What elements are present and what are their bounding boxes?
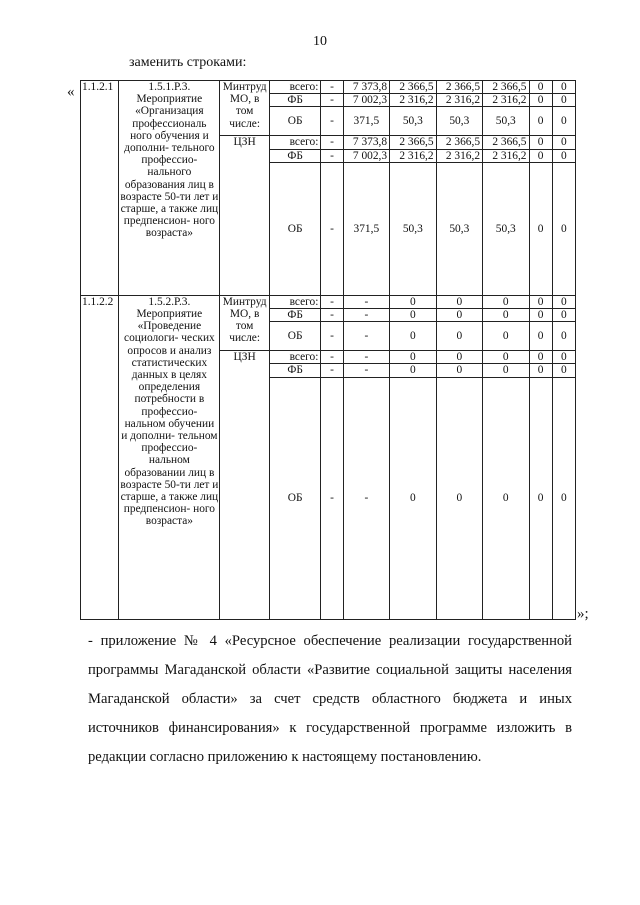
value-cell: 0	[483, 309, 529, 322]
source-cell: всего:	[269, 81, 321, 94]
value-cell: 0	[436, 322, 482, 351]
value-cell: -	[321, 94, 343, 107]
value-cell: -	[321, 136, 343, 149]
value-cell: 0	[483, 322, 529, 351]
value-cell: 0	[436, 377, 482, 619]
value-cell: 2 316,2	[436, 94, 482, 107]
source-cell: всего:	[269, 295, 321, 308]
value-cell: 2 316,2	[436, 149, 482, 162]
value-cell: 2 316,2	[483, 149, 529, 162]
value-cell: 0	[390, 364, 436, 377]
value-cell: 0	[483, 377, 529, 619]
value-cell: 50,3	[483, 162, 529, 295]
value-cell: 0	[529, 364, 552, 377]
activity-name: 1.5.2.Р.3. Мероприятие «Проведение социологи- ческих опросов и анализ статистических данных в целях определения потребности в профессио- нальном обучении и дополни- тельном профессио- нальном образовании лиц в возрасте 50-ти лет и старше, а также лиц предпенсион- ного возраста»	[119, 295, 220, 619]
value-cell: 0	[552, 377, 575, 619]
value-cell: 50,3	[436, 162, 482, 295]
value-cell: 50,3	[390, 162, 436, 295]
row-id: 1.1.2.1	[81, 81, 119, 296]
value-cell: 0	[390, 322, 436, 351]
value-cell: 0	[436, 309, 482, 322]
table-row	[81, 81, 576, 94]
value-cell: 0	[529, 162, 552, 295]
value-cell: 7 002,3	[343, 149, 389, 162]
source-cell: всего:	[269, 351, 321, 364]
value-cell: 0	[529, 149, 552, 162]
source-cell: ФБ	[269, 149, 321, 162]
value-cell: -	[321, 364, 343, 377]
quote-close: »;	[577, 606, 589, 622]
value-cell: 0	[390, 309, 436, 322]
value-cell: 0	[529, 377, 552, 619]
value-cell: 0	[552, 94, 575, 107]
value-cell: 0	[552, 149, 575, 162]
source-cell: ФБ	[269, 364, 321, 377]
value-cell: 2 316,2	[390, 149, 436, 162]
value-cell: 0	[436, 364, 482, 377]
value-cell: -	[321, 351, 343, 364]
value-cell: 0	[390, 351, 436, 364]
value-cell: 2 366,5	[390, 81, 436, 94]
value-cell: 0	[552, 322, 575, 351]
value-cell: 50,3	[483, 107, 529, 136]
value-cell: 0	[552, 309, 575, 322]
value-cell: 2 366,5	[436, 81, 482, 94]
value-cell: 2 366,5	[436, 136, 482, 149]
value-cell: 0	[552, 107, 575, 136]
value-cell: -	[343, 364, 389, 377]
intro-text: заменить строками:	[129, 55, 247, 70]
value-cell: -	[321, 322, 343, 351]
value-cell: 371,5	[343, 162, 389, 295]
value-cell: 0	[529, 94, 552, 107]
value-cell: 7 373,8	[343, 81, 389, 94]
resource-table	[80, 80, 576, 620]
value-cell: 50,3	[436, 107, 482, 136]
value-cell: 0	[529, 351, 552, 364]
value-cell: 0	[552, 162, 575, 295]
activity-name: 1.5.1.Р.3. Мероприятие «Организация профессиональ ного обучения и дополни- тельного профессио- нального образования лиц в возрасте 50-ти лет и старше, а также лиц предпенсион- ного возраста»	[119, 81, 220, 296]
value-cell: 0	[390, 377, 436, 619]
value-cell: -	[321, 107, 343, 136]
source-cell: ОБ	[269, 377, 321, 619]
value-cell: 2 316,2	[390, 94, 436, 107]
source-cell: ОБ	[269, 107, 321, 136]
value-cell: -	[321, 377, 343, 619]
value-cell: 0	[483, 351, 529, 364]
page-number: 10	[313, 34, 327, 49]
value-cell: 0	[529, 309, 552, 322]
value-cell: 50,3	[390, 107, 436, 136]
value-cell: -	[343, 322, 389, 351]
source-cell: ФБ	[269, 94, 321, 107]
value-cell: -	[343, 377, 389, 619]
value-cell: -	[343, 295, 389, 308]
value-cell: 0	[483, 295, 529, 308]
value-cell: 371,5	[343, 107, 389, 136]
row-id: 1.1.2.2	[81, 295, 119, 619]
value-cell: -	[343, 351, 389, 364]
value-cell: 0	[529, 81, 552, 94]
value-cell: 7 373,8	[343, 136, 389, 149]
quote-open: «	[67, 84, 75, 100]
value-cell: 0	[552, 81, 575, 94]
value-cell: 0	[552, 351, 575, 364]
value-cell: 0	[529, 136, 552, 149]
source-cell: всего:	[269, 136, 321, 149]
value-cell: -	[321, 309, 343, 322]
value-cell: -	[321, 162, 343, 295]
value-cell: 2 316,2	[483, 94, 529, 107]
table-row	[81, 295, 576, 308]
executor-main: Минтруд МО, в том числе:	[220, 81, 270, 136]
source-cell: ОБ	[269, 322, 321, 351]
value-cell: 0	[436, 295, 482, 308]
value-cell: 2 366,5	[390, 136, 436, 149]
value-cell: 2 366,5	[483, 136, 529, 149]
value-cell: -	[321, 149, 343, 162]
executor-main: Минтруд МО, в том числе:	[220, 295, 270, 350]
value-cell: 7 002,3	[343, 94, 389, 107]
value-cell: 0	[529, 107, 552, 136]
body-paragraph: - приложение № 4 «Ресурсное обеспечение реализации государственной программы Магаданской области «Развитие социальной защиты населения Магаданской области» за счет средств областного бюджета и иных источников финансирования» к государственной программе изложить в редакции согласно приложению к настоящему постановлению.	[88, 633, 572, 765]
value-cell: 0	[436, 351, 482, 364]
value-cell: 0	[529, 295, 552, 308]
value-cell: -	[321, 81, 343, 94]
value-cell: 0	[552, 295, 575, 308]
source-cell: ФБ	[269, 309, 321, 322]
executor-czn: ЦЗН	[220, 351, 270, 619]
value-cell: 0	[552, 136, 575, 149]
value-cell: -	[343, 309, 389, 322]
value-cell: -	[321, 295, 343, 308]
value-cell: 0	[390, 295, 436, 308]
value-cell: 0	[483, 364, 529, 377]
executor-czn: ЦЗН	[220, 136, 270, 295]
source-cell: ОБ	[269, 162, 321, 295]
value-cell: 0	[529, 322, 552, 351]
value-cell: 0	[552, 364, 575, 377]
value-cell: 2 366,5	[483, 81, 529, 94]
